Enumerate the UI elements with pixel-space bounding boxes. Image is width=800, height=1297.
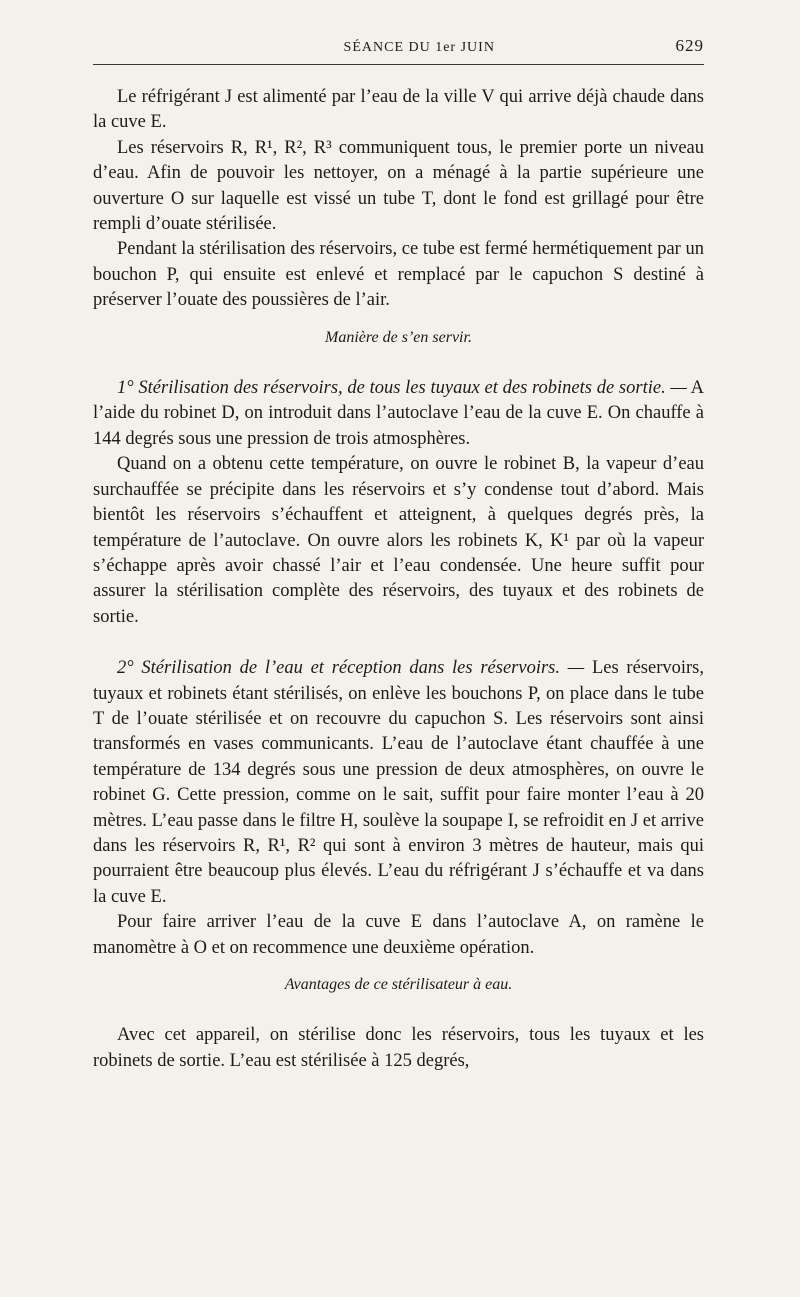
running-head: SÉANCE DU 1er JUIN <box>343 40 495 55</box>
paragraph: Pendant la stérilisation des réservoirs, ce tube est fermé hermétiquement par un bouchon P, qui ensuite est enlevé et remplacé par le capuchon S destiné à préserver l’ouate des poussières de l’air. <box>93 239 704 311</box>
section-heading: Avantages de ce stérilisateur à eau. <box>284 976 513 993</box>
paragraph: Quand on a obtenu cette température, on ouvre le robinet B, la vapeur d’eau surchauffée se précipite dans les réservoirs et s’y condense tout d’abord. Mais bientôt les réservoirs s’échauffent et atteignent, à quelques degrés près, la température de l’autoclave. On ouvre alors les robinets K, K¹ par où la vapeur s’échappe après avoir chassé l’air et l’eau condensée. Une heure suffit pour assurer la stérilisation complète des réservoirs, des tuyaux et des robinets de sortie. <box>93 454 704 627</box>
page-number: 629 <box>675 36 704 55</box>
section-text: Les réservoirs, tuyaux et robinets étant stérilisés, on enlève les bouchons P, on place dans le tube T de l’ouate stérilisée et on recouvre du capuchon S. Les réservoirs sont ainsi transformés en vases communicants. L’eau de l’autoclave étant chauffée à une température de 134 degrés sous une pression de deux atmosphères, on ouvre le robinet G. Cette pression, comme on le sait, suffit pour faire monter l’eau à 20 mètres. L’eau passe dans le filtre H, soulève la soupape I, se refroidit en J et arrive dans les réservoirs R, R¹, R² qui sont à environ 3 mètres de hauteur, mais qui pourraient être beaucoup plus élevés. L’eau du réfrigérant J s’échauffe et va dans la cuve E. <box>93 658 705 907</box>
paragraph: Le réfrigérant J est alimenté par l’eau de la ville V qui arrive déjà chaude dans la cuve E. <box>93 87 704 133</box>
section-lead: 1° Stérilisation des réservoirs, de tous les tuyaux et des robinets de sortie. — <box>117 378 687 399</box>
paragraph: Les réservoirs R, R¹, R², R³ communiquent tous, le premier porte un niveau d’eau. Afin de pouvoir les nettoyer, on a ménagé à la partie supérieure une ouverture O sur laquelle est vissé un tube T, dont le fond est grillagé pour être rempli d’ouate stérilisée. <box>93 137 704 235</box>
section-text: A l’aide du robinet D, on introduit dans l’autoclave l’eau de la cuve E. On chauffe à 144 degrés sous une pression de trois atmosphères. <box>93 378 704 449</box>
section-lead: 2° Stérilisation de l’eau et réception dans les réservoirs. — <box>117 658 585 679</box>
section-paragraph <box>93 656 704 910</box>
paragraph: Avec cet appareil, on stérilise donc les réservoirs, tous les tuyaux et les robinets de sortie. L’eau est stérilisée à 125 degrés, <box>93 1025 704 1071</box>
section-paragraph <box>93 376 704 452</box>
spacer <box>93 630 704 656</box>
paragraph: Pour faire arriver l’eau de la cuve E dans l’autoclave A, on ramène le manomètre à O et on recommence une deuxième opération. <box>93 912 704 958</box>
section-heading: Manière de s’en servir. <box>325 328 472 346</box>
page-header <box>93 32 704 65</box>
body-text <box>93 85 704 1074</box>
